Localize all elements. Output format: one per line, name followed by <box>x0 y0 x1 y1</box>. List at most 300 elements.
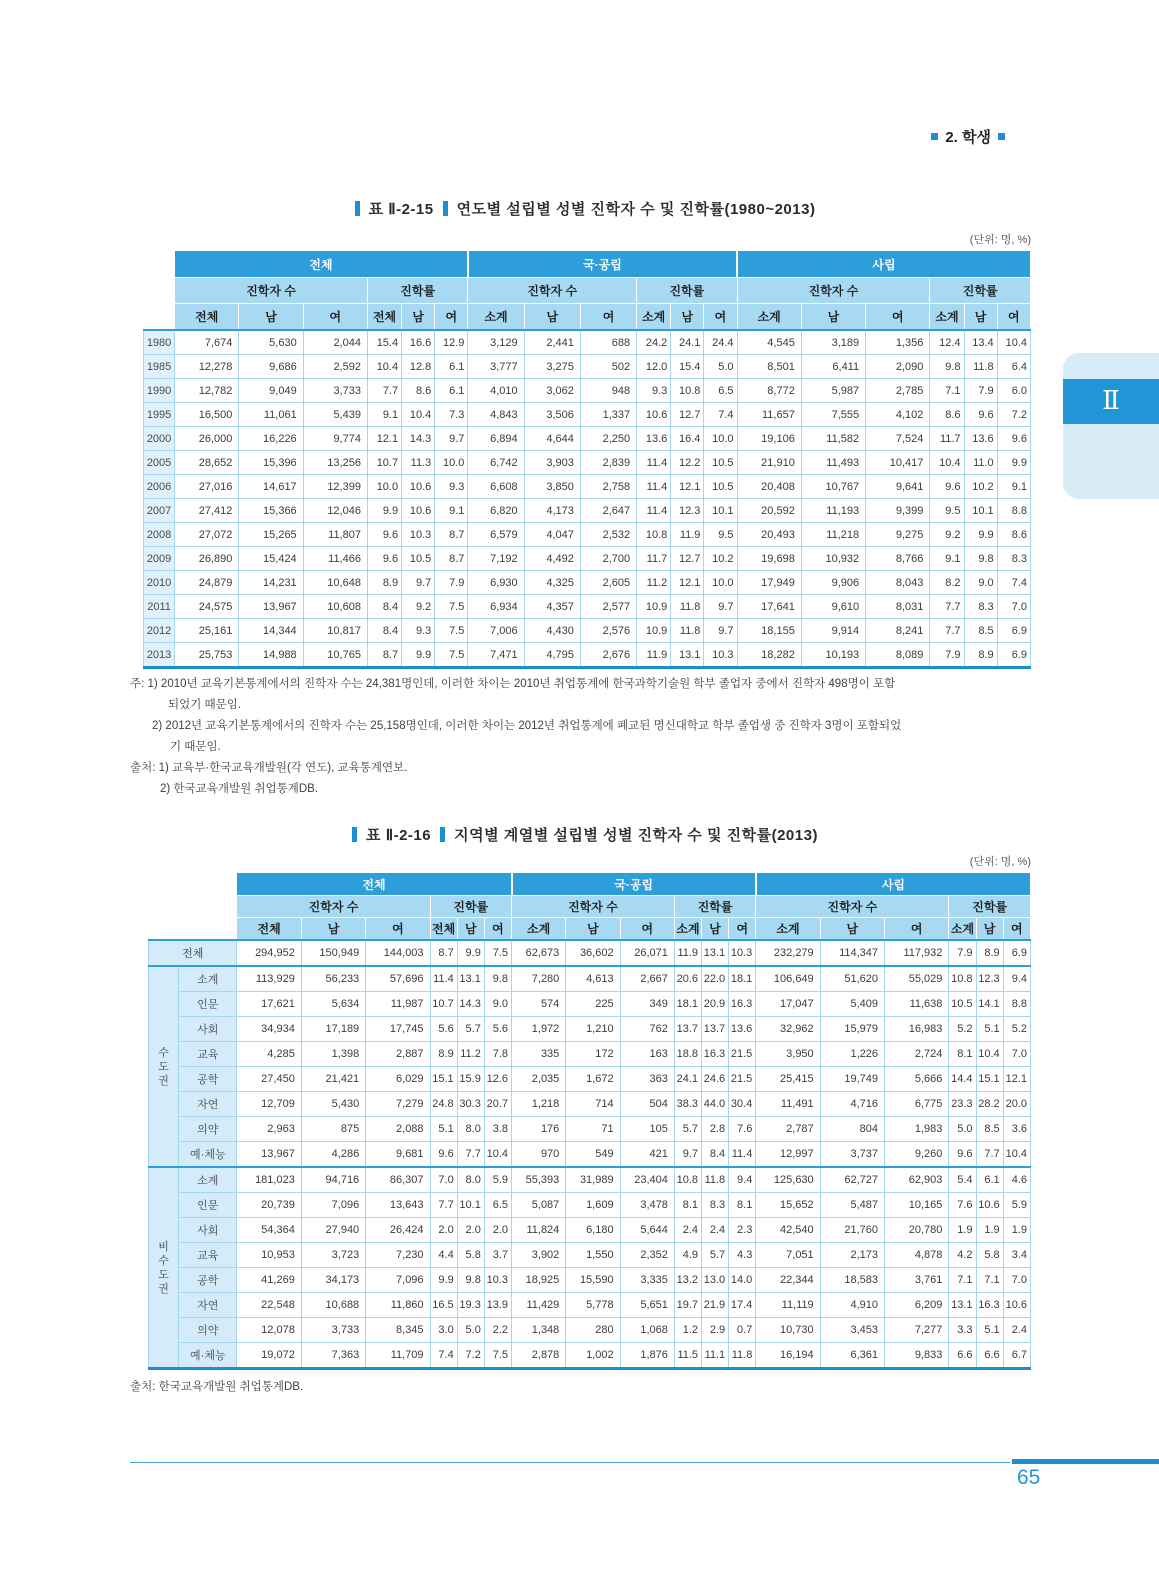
data-cell: 3,335 <box>620 1268 674 1293</box>
data-cell: 16.3 <box>729 992 756 1017</box>
data-cell: 3.0 <box>430 1318 457 1343</box>
data-cell: 3,062 <box>524 379 580 403</box>
data-cell: 1,972 <box>512 1017 566 1042</box>
data-cell: 5.9 <box>1003 1193 1030 1218</box>
data-cell: 5,087 <box>512 1193 566 1218</box>
table-row <box>144 595 1031 619</box>
data-cell: 14,617 <box>239 475 303 499</box>
data-cell: 7.5 <box>484 1343 511 1369</box>
data-cell: 22,344 <box>756 1268 820 1293</box>
table-row <box>149 1193 1031 1218</box>
data-cell: 55,393 <box>512 1167 566 1193</box>
data-cell: 7.6 <box>729 1117 756 1142</box>
data-cell: 6.5 <box>704 379 737 403</box>
data-cell: 7,280 <box>512 966 566 992</box>
data-cell: 3.8 <box>484 1117 511 1142</box>
data-cell: 12.0 <box>637 355 671 379</box>
year-cell: 1980 <box>144 330 175 355</box>
data-cell: 3,777 <box>468 355 524 379</box>
data-cell: 23.3 <box>949 1092 976 1117</box>
column-header-cell: 전체 <box>367 304 401 331</box>
data-cell: 11,493 <box>801 451 865 475</box>
data-cell: 12.7 <box>671 547 704 571</box>
column-header-cell: 여 <box>303 304 367 331</box>
data-cell: 2,441 <box>524 330 580 355</box>
data-cell: 4,878 <box>885 1243 949 1268</box>
data-cell: 114,347 <box>820 940 884 966</box>
column-header-cell: 남 <box>402 304 435 331</box>
data-cell: 15.4 <box>367 330 401 355</box>
data-cell: 2.0 <box>430 1218 457 1243</box>
year-cell: 2012 <box>144 619 175 643</box>
column-header-cell: 소계 <box>468 304 524 331</box>
data-cell: 10,648 <box>303 571 367 595</box>
data-cell: 10.8 <box>671 379 704 403</box>
table-row <box>149 992 1031 1017</box>
data-cell: 19,749 <box>820 1067 884 1092</box>
data-cell: 5.2 <box>1003 1017 1030 1042</box>
data-cell: 20,780 <box>885 1218 949 1243</box>
data-cell: 11,429 <box>512 1293 566 1318</box>
data-cell: 10,193 <box>801 643 865 668</box>
data-cell: 1.9 <box>949 1218 976 1243</box>
data-cell: 7,230 <box>366 1243 430 1268</box>
data-cell: 15,396 <box>239 451 303 475</box>
category-cell: 공학 <box>179 1268 237 1293</box>
data-cell: 10.8 <box>674 1167 701 1193</box>
table-row <box>144 330 1031 355</box>
column-header-cell: 여 <box>484 918 511 941</box>
note-line: 주: 1) 2010년 교육기본통계에서의 진학자 수는 24,381명인데, 이러한 차이는 2010년 취업통계에 한국과학기술원 학부 졸업자 중에서 진학자 498명이 포함 <box>130 678 896 690</box>
data-cell: 13.6 <box>637 427 671 451</box>
data-cell: 24.1 <box>671 330 704 355</box>
data-cell: 3,453 <box>820 1318 884 1343</box>
column-header-cell: 남 <box>524 304 580 331</box>
data-cell: 27,450 <box>237 1067 301 1092</box>
data-cell: 3,275 <box>524 355 580 379</box>
data-cell: 7,096 <box>366 1268 430 1293</box>
data-cell: 8.7 <box>435 547 468 571</box>
data-cell: 9,906 <box>801 571 865 595</box>
data-cell: 18,155 <box>737 619 801 643</box>
data-cell: 1,876 <box>620 1343 674 1369</box>
year-cell: 2011 <box>144 595 175 619</box>
data-cell: 1.9 <box>1003 1218 1030 1243</box>
category-cell: 인문 <box>179 1193 237 1218</box>
subgroup-header-cell: 진학률 <box>930 278 1031 304</box>
data-cell: 6.6 <box>949 1343 976 1369</box>
data-cell: 7.4 <box>997 571 1030 595</box>
data-cell: 2,963 <box>237 1117 301 1142</box>
data-cell: 6.7 <box>1003 1343 1030 1369</box>
data-cell: 11,119 <box>756 1293 820 1318</box>
footer-rule-thick <box>1012 1459 1159 1464</box>
data-cell: 11.7 <box>930 427 964 451</box>
data-cell: 5.1 <box>976 1318 1003 1343</box>
data-cell: 9,049 <box>239 379 303 403</box>
data-cell: 21,910 <box>737 451 801 475</box>
data-cell: 11,638 <box>885 992 949 1017</box>
data-cell: 10.8 <box>637 523 671 547</box>
data-cell: 4.2 <box>949 1243 976 1268</box>
region-group-char: 도 <box>158 1060 169 1073</box>
data-cell: 9,260 <box>885 1142 949 1168</box>
header-row <box>149 918 1031 941</box>
data-cell: 1,002 <box>566 1343 620 1369</box>
data-cell: 7,006 <box>468 619 524 643</box>
page-number: 65 <box>1017 1466 1041 1489</box>
data-cell: 11.8 <box>964 355 997 379</box>
data-cell: 10.6 <box>1003 1293 1030 1318</box>
data-cell: 62,903 <box>885 1167 949 1193</box>
category-cell: 인문 <box>179 992 237 1017</box>
data-cell: 8.4 <box>367 595 401 619</box>
category-cell: 예·체능 <box>179 1142 237 1168</box>
data-cell: 2,700 <box>580 547 636 571</box>
data-cell: 7.0 <box>1003 1042 1030 1067</box>
data-cell: 10.4 <box>930 451 964 475</box>
data-cell: 16,226 <box>239 427 303 451</box>
data-cell: 3,733 <box>303 379 367 403</box>
data-cell: 11,824 <box>512 1218 566 1243</box>
data-cell: 9,681 <box>366 1142 430 1168</box>
table2-tag: 표 Ⅱ-2-16 <box>366 827 432 844</box>
data-cell: 18.1 <box>729 966 756 992</box>
header-row <box>149 873 1031 896</box>
category-cell: 자연 <box>179 1293 237 1318</box>
data-cell: 5,634 <box>301 992 365 1017</box>
group-header-cell: 국·공립 <box>468 251 737 278</box>
data-cell: 5.0 <box>949 1117 976 1142</box>
data-cell: 3,903 <box>524 451 580 475</box>
data-cell: 11.9 <box>674 940 701 966</box>
data-cell: 4,545 <box>737 330 801 355</box>
data-cell: 280 <box>566 1318 620 1343</box>
data-cell: 21,421 <box>301 1067 365 1092</box>
subgroup-header-cell: 진학률 <box>430 896 511 918</box>
data-cell: 17,949 <box>737 571 801 595</box>
data-cell: 10.6 <box>637 403 671 427</box>
data-cell: 6.4 <box>997 355 1030 379</box>
data-cell: 9.1 <box>367 403 401 427</box>
data-cell: 8,241 <box>866 619 930 643</box>
data-cell: 8,345 <box>366 1318 430 1343</box>
data-cell: 10.9 <box>637 619 671 643</box>
subgroup-header-cell: 진학률 <box>674 896 755 918</box>
subgroup-header-cell: 진학자 수 <box>737 278 930 304</box>
data-cell: 6,608 <box>468 475 524 499</box>
header-row <box>144 304 1031 331</box>
data-cell: 2,758 <box>580 475 636 499</box>
data-cell: 10.1 <box>457 1193 484 1218</box>
data-cell: 9.3 <box>402 619 435 643</box>
data-cell: 24.1 <box>674 1067 701 1092</box>
data-cell: 7,192 <box>468 547 524 571</box>
data-cell: 13.1 <box>671 643 704 668</box>
data-cell: 7.0 <box>1003 1268 1030 1293</box>
data-cell: 1,983 <box>885 1117 949 1142</box>
data-cell: 8.9 <box>976 940 1003 966</box>
year-cell: 2006 <box>144 475 175 499</box>
data-cell: 2,088 <box>366 1117 430 1142</box>
data-cell: 4,492 <box>524 547 580 571</box>
data-cell: 24.4 <box>704 330 737 355</box>
data-cell: 11,491 <box>756 1092 820 1117</box>
data-cell: 10.5 <box>402 547 435 571</box>
table1-title-text: 연도별 설립별 성별 진학자 수 및 진학률(1980~2013) <box>456 201 816 218</box>
data-cell: 12.7 <box>671 403 704 427</box>
data-cell: 8,043 <box>866 571 930 595</box>
data-cell: 34,173 <box>301 1268 365 1293</box>
data-cell: 8,766 <box>866 547 930 571</box>
data-cell: 2.4 <box>674 1218 701 1243</box>
data-cell: 1,348 <box>512 1318 566 1343</box>
table2-title <box>130 824 1031 845</box>
data-cell: 12.3 <box>671 499 704 523</box>
data-cell: 2,577 <box>580 595 636 619</box>
data-cell: 11,218 <box>801 523 865 547</box>
column-header-cell: 전체 <box>175 304 239 331</box>
data-cell: 3.7 <box>484 1243 511 1268</box>
table-row <box>149 1042 1031 1067</box>
data-cell: 13.2 <box>674 1268 701 1293</box>
data-cell: 17,047 <box>756 992 820 1017</box>
data-cell: 12,709 <box>237 1092 301 1117</box>
data-cell: 10.0 <box>367 475 401 499</box>
data-cell: 4,357 <box>524 595 580 619</box>
data-cell: 3,950 <box>756 1042 820 1067</box>
data-cell: 9.6 <box>949 1142 976 1168</box>
table1-title <box>130 198 1031 219</box>
data-cell: 11.4 <box>637 451 671 475</box>
data-cell: 11.9 <box>671 523 704 547</box>
data-cell: 2,592 <box>303 355 367 379</box>
data-cell: 10.4 <box>1003 1142 1030 1168</box>
data-cell: 3,902 <box>512 1243 566 1268</box>
data-cell: 5.6 <box>430 1017 457 1042</box>
data-cell: 11,860 <box>366 1293 430 1318</box>
header-row <box>144 251 1031 278</box>
data-cell: 2.0 <box>457 1218 484 1243</box>
data-cell: 15,424 <box>239 547 303 571</box>
data-cell: 9.8 <box>484 966 511 992</box>
data-cell: 7.7 <box>930 619 964 643</box>
data-cell: 7,471 <box>468 643 524 668</box>
year-cell: 2005 <box>144 451 175 475</box>
data-cell: 3.3 <box>949 1318 976 1343</box>
data-cell: 1,550 <box>566 1243 620 1268</box>
data-cell: 55,029 <box>885 966 949 992</box>
data-cell: 32,962 <box>756 1017 820 1042</box>
data-cell: 12.9 <box>435 330 468 355</box>
data-cell: 7.4 <box>704 403 737 427</box>
column-header-cell: 남 <box>457 918 484 941</box>
column-header-cell: 남 <box>671 304 704 331</box>
total-label-cell: 전체 <box>149 940 237 966</box>
data-cell: 10.8 <box>949 966 976 992</box>
data-cell: 0.7 <box>729 1318 756 1343</box>
data-cell: 18,583 <box>820 1268 884 1293</box>
data-cell: 9.5 <box>930 499 964 523</box>
data-cell: 62,727 <box>820 1167 884 1193</box>
data-cell: 11.8 <box>671 595 704 619</box>
column-header-cell: 남 <box>702 918 729 941</box>
data-cell: 1,398 <box>301 1042 365 1067</box>
data-cell: 574 <box>512 992 566 1017</box>
column-header-cell: 전체 <box>430 918 457 941</box>
data-cell: 5,651 <box>620 1293 674 1318</box>
table-row <box>149 1092 1031 1117</box>
data-cell: 8,501 <box>737 355 801 379</box>
data-cell: 5.2 <box>949 1017 976 1042</box>
data-cell: 4,613 <box>566 966 620 992</box>
data-cell: 10.6 <box>976 1193 1003 1218</box>
data-cell: 10.4 <box>997 330 1030 355</box>
column-header-cell: 소계 <box>756 918 820 941</box>
subgroup-header-cell: 진학자 수 <box>175 278 368 304</box>
data-cell: 7,524 <box>866 427 930 451</box>
data-cell: 502 <box>580 355 636 379</box>
data-cell: 28,652 <box>175 451 239 475</box>
table-row <box>144 643 1031 668</box>
data-cell: 9.0 <box>964 571 997 595</box>
data-cell: 9.3 <box>637 379 671 403</box>
data-cell: 106,649 <box>756 966 820 992</box>
category-cell: 사회 <box>179 1017 237 1042</box>
data-cell: 8.8 <box>1003 992 1030 1017</box>
data-cell: 2,250 <box>580 427 636 451</box>
data-cell: 294,952 <box>237 940 301 966</box>
data-cell: 8,772 <box>737 379 801 403</box>
subgroup-header-cell: 진학률 <box>367 278 467 304</box>
data-cell: 13.9 <box>484 1293 511 1318</box>
data-cell: 57,696 <box>366 966 430 992</box>
group-header-cell: 사립 <box>756 873 1031 896</box>
chapter-side-tab <box>1063 353 1159 499</box>
subgroup-header-cell: 진학자 수 <box>512 896 675 918</box>
data-cell: 2.0 <box>484 1218 511 1243</box>
data-cell: 5.7 <box>702 1243 729 1268</box>
table-row <box>149 1142 1031 1168</box>
data-cell: 225 <box>566 992 620 1017</box>
data-cell: 4.6 <box>1003 1167 1030 1193</box>
data-cell: 7,674 <box>175 330 239 355</box>
data-cell: 11,657 <box>737 403 801 427</box>
data-cell: 14.3 <box>457 992 484 1017</box>
data-cell: 9.8 <box>930 355 964 379</box>
data-cell: 8.9 <box>367 571 401 595</box>
category-cell: 의약 <box>179 1117 237 1142</box>
data-cell: 4,795 <box>524 643 580 668</box>
data-cell: 9,833 <box>885 1343 949 1369</box>
data-cell: 7.8 <box>484 1042 511 1067</box>
category-cell: 예·체능 <box>179 1343 237 1369</box>
column-header-cell: 여 <box>866 304 930 331</box>
data-cell: 30.3 <box>457 1092 484 1117</box>
data-cell: 4,910 <box>820 1293 884 1318</box>
data-cell: 2,532 <box>580 523 636 547</box>
data-cell: 10,608 <box>303 595 367 619</box>
data-cell: 7.9 <box>930 643 964 668</box>
data-cell: 9,914 <box>801 619 865 643</box>
data-cell: 9.9 <box>964 523 997 547</box>
data-cell: 7.2 <box>997 403 1030 427</box>
data-cell: 688 <box>580 330 636 355</box>
data-cell: 11.4 <box>430 966 457 992</box>
year-cell: 2013 <box>144 643 175 668</box>
data-cell: 22.0 <box>702 966 729 992</box>
data-cell: 13.6 <box>729 1017 756 1042</box>
data-cell: 549 <box>566 1142 620 1168</box>
data-cell: 10,688 <box>301 1293 365 1318</box>
data-cell: 117,932 <box>885 940 949 966</box>
data-cell: 15,979 <box>820 1017 884 1042</box>
data-cell: 5,409 <box>820 992 884 1017</box>
data-cell: 12,078 <box>237 1318 301 1343</box>
data-cell: 14,344 <box>239 619 303 643</box>
data-cell: 6.9 <box>997 643 1030 668</box>
data-cell: 1,226 <box>820 1042 884 1067</box>
data-cell: 5.8 <box>976 1243 1003 1268</box>
table-region-admission <box>148 872 1031 1370</box>
data-cell: 7.0 <box>430 1167 457 1193</box>
data-cell: 16,983 <box>885 1017 949 1042</box>
data-cell: 9.1 <box>435 499 468 523</box>
data-cell: 11,987 <box>366 992 430 1017</box>
data-cell: 7.4 <box>430 1343 457 1369</box>
data-cell: 13.0 <box>702 1268 729 1293</box>
data-cell: 12.4 <box>930 330 964 355</box>
data-cell: 13.1 <box>949 1293 976 1318</box>
region-group-char: 도 <box>158 1268 169 1281</box>
column-header-cell: 남 <box>964 304 997 331</box>
data-cell: 232,279 <box>756 940 820 966</box>
data-cell: 22,548 <box>237 1293 301 1318</box>
data-cell: 10.0 <box>704 571 737 595</box>
data-cell: 9.8 <box>457 1268 484 1293</box>
data-cell: 2,887 <box>366 1042 430 1067</box>
data-cell: 7.9 <box>949 940 976 966</box>
data-cell: 11.2 <box>457 1042 484 1067</box>
data-cell: 2,035 <box>512 1067 566 1092</box>
data-cell: 4,644 <box>524 427 580 451</box>
column-header-cell: 여 <box>704 304 737 331</box>
data-cell: 14.4 <box>949 1067 976 1092</box>
table-row <box>149 1343 1031 1369</box>
data-cell: 2,787 <box>756 1117 820 1142</box>
data-cell: 3,733 <box>301 1318 365 1343</box>
data-cell: 3,129 <box>468 330 524 355</box>
data-cell: 3,506 <box>524 403 580 427</box>
data-cell: 2,647 <box>580 499 636 523</box>
data-cell: 20.9 <box>702 992 729 1017</box>
data-cell: 9.7 <box>402 571 435 595</box>
data-cell: 7.9 <box>964 379 997 403</box>
data-cell: 4,716 <box>820 1092 884 1117</box>
data-cell: 714 <box>566 1092 620 1117</box>
data-cell: 8.9 <box>964 643 997 668</box>
data-cell: 1,210 <box>566 1017 620 1042</box>
data-cell: 11,466 <box>303 547 367 571</box>
data-cell: 5,430 <box>301 1092 365 1117</box>
data-cell: 15,652 <box>756 1193 820 1218</box>
data-cell: 34,934 <box>237 1017 301 1042</box>
year-cell: 2010 <box>144 571 175 595</box>
data-cell: 1.2 <box>674 1318 701 1343</box>
category-cell: 공학 <box>179 1067 237 1092</box>
data-cell: 9.8 <box>964 547 997 571</box>
data-cell: 14,988 <box>239 643 303 668</box>
